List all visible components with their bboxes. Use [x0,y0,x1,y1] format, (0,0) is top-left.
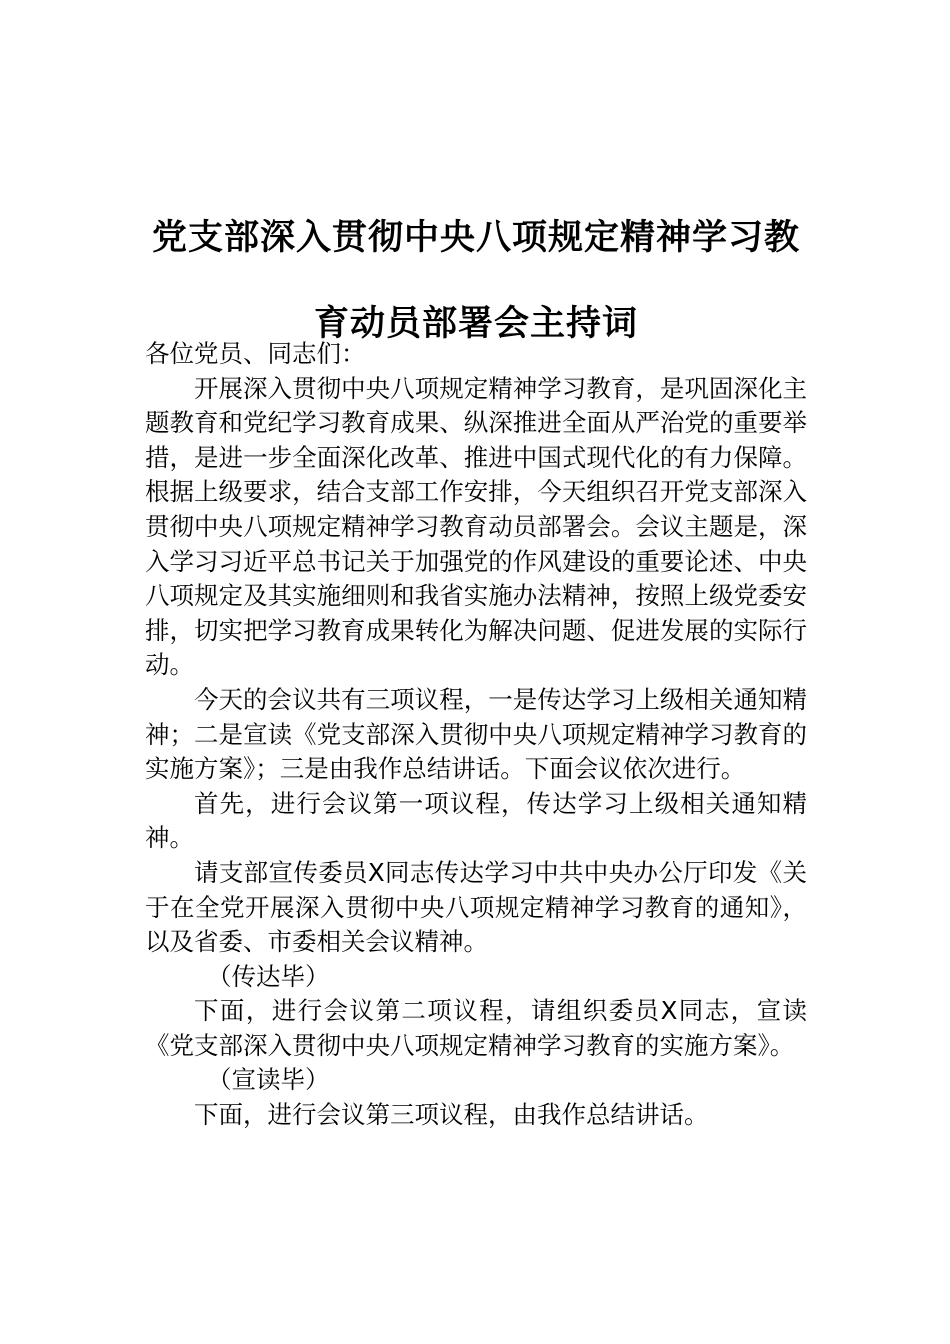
paragraph-item-three: 下面，进行会议第三项议程，由我作总结讲话。 [194,1100,709,1130]
paragraph-agenda: 今天的会议共有三项议程，一是传达学习上级相关通知精神；二是宣读《党支部深入贯彻中央八项规定精神学习教育的实施方案》；三是由我作总结讲话。下面会议依次进行。 [145,684,807,784]
paragraph-item-two: 下面，进行会议第二项议程，请组织委员X同志，宣读《党支部深入贯彻中央八项规定精神学习教育的实施方案》。 [145,996,807,1060]
paragraph-item-one: 首先，进行会议第一项议程，传达学习上级相关通知精神。 [145,788,807,853]
paragraph-opening: 开展深入贯彻中央八项规定精神学习教育，是巩固深化主题教育和党纪学习教育成果、纵深推进全面从严治党的重要举措，是进一步全面深化改革、推进中国式现代化的有力保障。根据上级要求，结合支部工作安排，今天组织召开党支部深入贯彻中央八项规定精神学习教育动员部署会。会议主题是，深入学习习近平总书记关于加强党的作风建设的重要论述、中央八项规定及其实施细则和我省实施办法精神，按照上级党委安排，切实把学习教育成果转化为解决问题、促进发展的实际行动。 [145,373,807,680]
note-reading-done: （宣读毕） [207,1065,330,1095]
document-body [145,337,807,1133]
note-relay-done: （传达毕） [207,961,330,991]
paragraph-item-one-detail: 请支部宣传委员X同志传达学习中共中央办公厅印发《关于在全党开展深入贯彻中央八项规定精神学习教育的通知》，以及省委、市委相关会议精神。 [145,857,807,957]
salutation: 各位党员、同志们： [145,339,366,368]
title-line-2: 育动员部署会主持词 [313,304,638,345]
title-line-1: 党支部深入贯彻中央八项规定精神学习教 [151,218,800,259]
